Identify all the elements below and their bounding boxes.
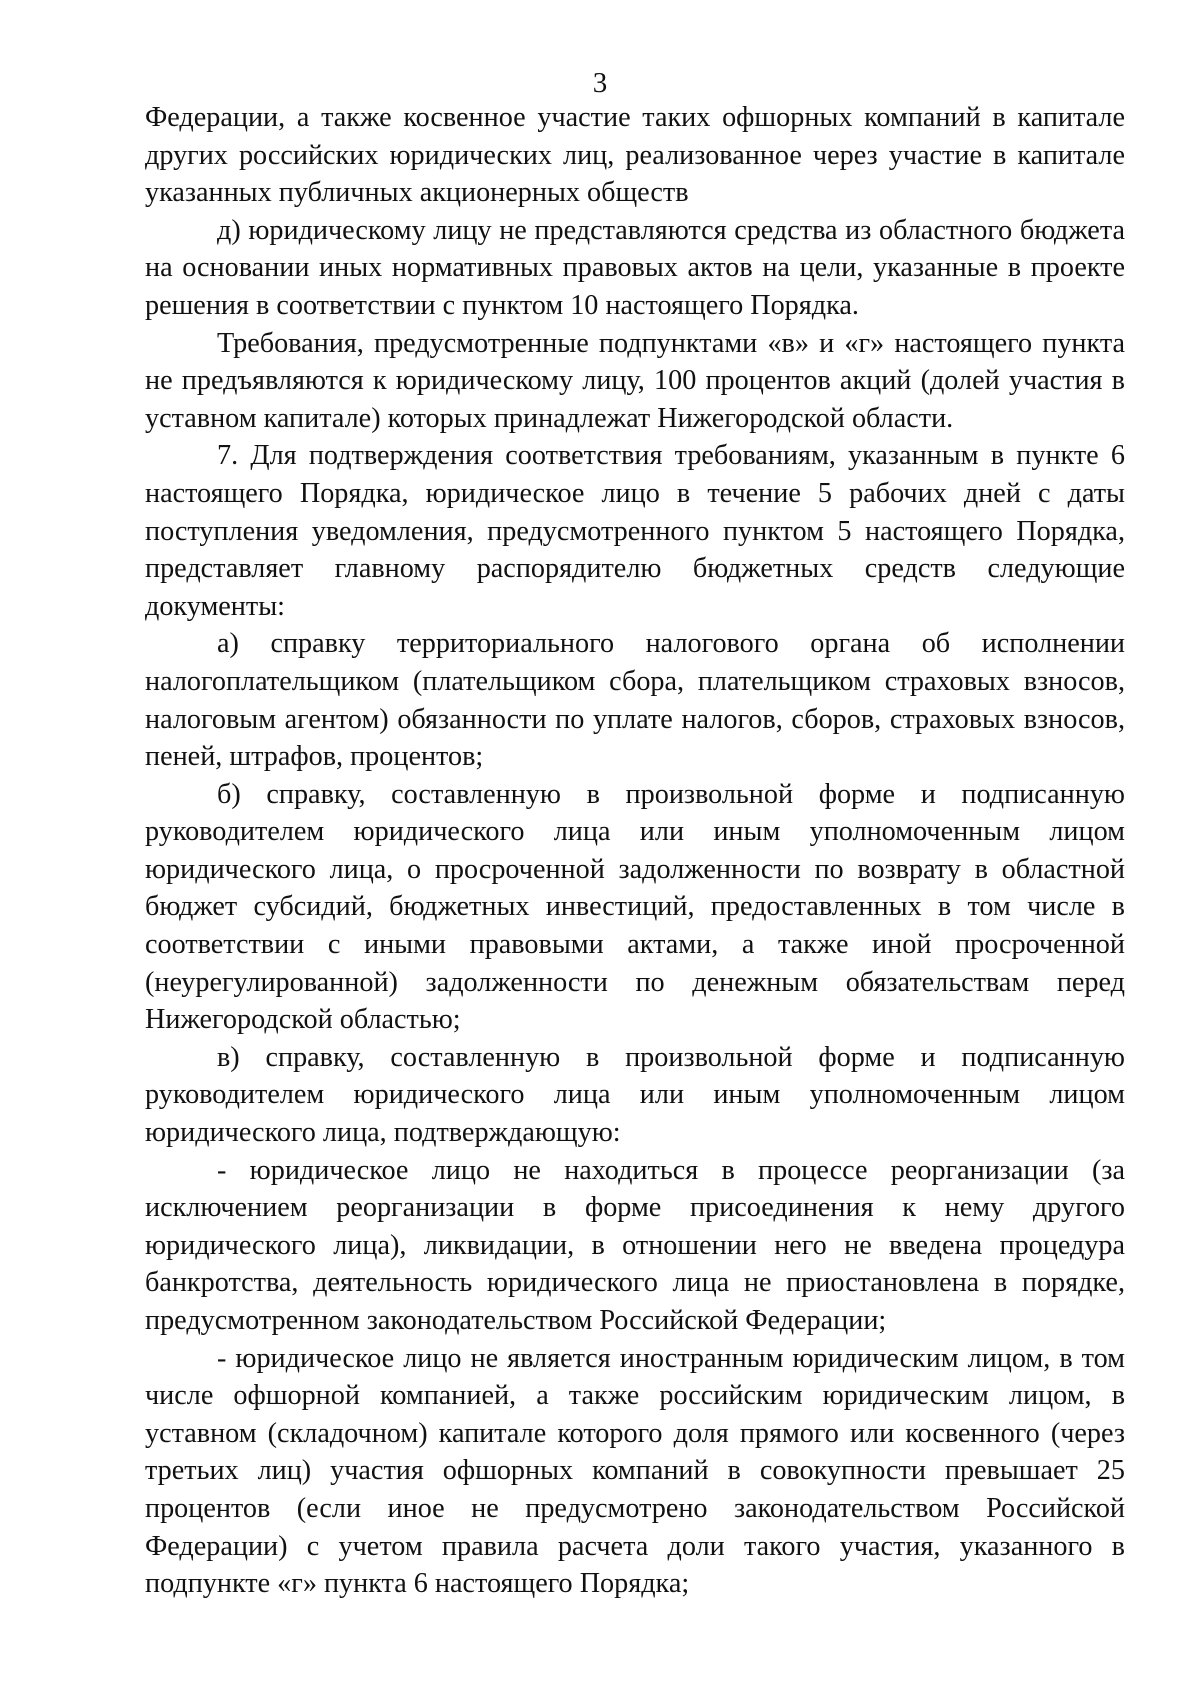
- document-body: [145, 99, 1125, 1603]
- paragraph-subitem-d: д) юридическому лицу не представляются средства из областного бюджета на основании иных нормативных правовых актов на цели, указанные в проекте решения в соответствии с пунктом 10 настоящего Порядка.: [145, 214, 1125, 321]
- paragraph-subitem-v: в) справку, составленную в произвольной форме и подписанную руководителем юридического лица или иным уполномоченным лицом юридического лица, подтверждающую:: [145, 1041, 1125, 1149]
- paragraph-subitem-a: а) справку территориального налогового органа об исполнении налогоплательщиком (плательщиком сбора, плательщиком страховых взносов, налоговым агентом) обязанности по уплате налогов, сборов, страховых взносов, пеней, штрафов, процентов;: [145, 628, 1125, 773]
- page-number: 3: [592, 67, 608, 99]
- paragraph-dash-offshore: - юридическое лицо не является иностранным юридическим лицом, в том числе офшорной компанией, а также российским юридическим лицом, в уставном (складочном) капитале которого доля прямого или косвенного (через третьих лиц) участия офшорных компаний в совокупности превышает 25 процентов (если иное не предусмотрено законодательством Российской Федерации) с учетом правила расчета доли такого участия, указанного в подпункте «г» пункта 6 настоящего Порядка;: [145, 1342, 1125, 1600]
- paragraph-requirements-note: Требования, предусмотренные подпунктами «в» и «г» настоящего пункта не предъявляются к юридическому лицу, 100 процентов акций (долей участия в уставном капитале) которых принадлежат Нижегородской области.: [145, 327, 1125, 434]
- paragraph-subitem-b: б) справку, составленную в произвольной форме и подписанную руководителем юридического лица или иным уполномоченным лицом юридического лица, о просроченной задолженности по возврату в областной бюджет субсидий, бюджетных инвестиций, предоставленных в том числе в соответствии с иными правовыми актами, а также иной просроченной (неурегулированной) задолженности по денежным обязательствам перед Нижегородской областью;: [145, 778, 1125, 1036]
- paragraph-item-7: 7. Для подтверждения соответствия требованиям, указанным в пункте 6 настоящего Порядка, юридическое лицо в течение 5 рабочих дней с даты поступления уведомления, предусмотренного пунктом 5 настоящего Порядка, представляет главному распорядителю бюджетных средств следующие документы:: [145, 440, 1125, 622]
- paragraph-dash-reorganization: - юридическое лицо не находиться в процессе реорганизации (за исключением реорганизации в форме присоединения к нему другого юридического лица), ликвидации, в отношении него не введена процедура банкротства, деятельность юридического лица не приостановлена в порядке, предусмотренном законодательством Российской Федерации;: [145, 1154, 1125, 1336]
- paragraph-continuation: Федерации, а также косвенное участие таких офшорных компаний в капитале других российских юридических лиц, реализованное через участие в капитале указанных публичных акционерных обществ: [145, 102, 1125, 209]
